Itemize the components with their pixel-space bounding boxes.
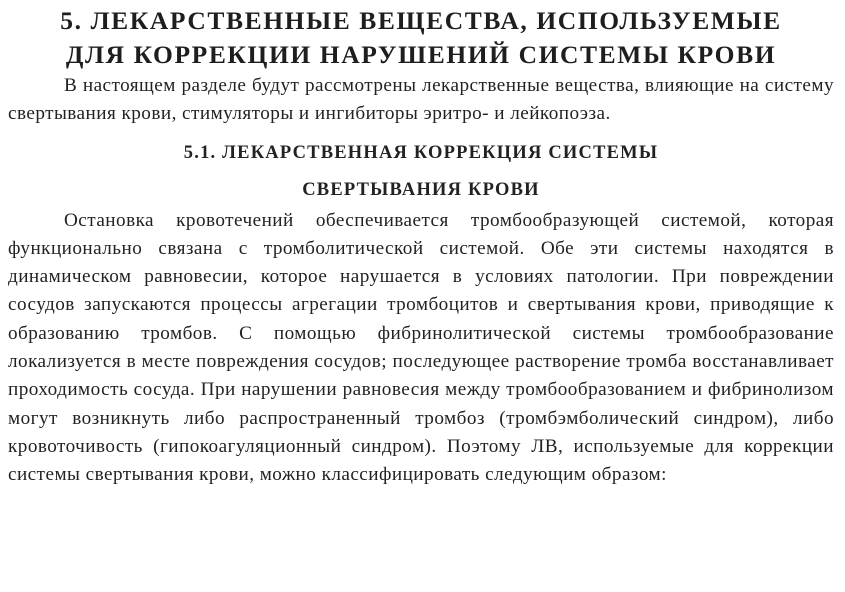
section-title-line-2: СВЕРТЫВАНИЯ КРОВИ — [302, 179, 540, 200]
intro-paragraph: В настоящем разделе будут рассмотрены лекарственные вещества, влияющие на систему свертывания крови, стимуляторы и ингибиторы эритро- и лейкопоэза. — [8, 75, 834, 125]
document-page — [8, 0, 834, 490]
body-paragraph: Остановка кровотечений обеспечивается тромбообразующей системой, которая функционально связана с тромболитической системой. Обе эти системы находятся в динамическом равновесии, которое нарушается в условиях патологии. При повреждении сосудов запускаются процессы агрегации тромбоцитов и свертывания крови, приводящие к образованию тромбов. С помощью фибринолитической системы тромбообразование локализуется в месте повреждения сосудов; последующее растворение тромба восстанавливает проходимость сосуда. При нарушении равновесия между тромбообразованием и фибринолизом могут возникнуть либо распространенный тромбоз (тромбэмболический синдром), либо кровоточивость (гипокоагуляционный синдром). Поэтому ЛВ, используемые для коррекции системы свертывания крови, можно классифицировать следующим образом: — [8, 209, 834, 486]
chapter-title-line-1: 5. ЛЕКАРСТВЕННЫЕ ВЕЩЕСТВА, ИСПОЛЬЗУЕМЫЕ — [60, 6, 782, 35]
section-title — [8, 129, 834, 207]
section-title-line-1: 5.1. ЛЕКАРСТВЕННАЯ КОРРЕКЦИЯ СИСТЕМЫ — [183, 142, 659, 163]
chapter-title — [8, 0, 834, 72]
chapter-title-line-2: ДЛЯ КОРРЕКЦИИ НАРУШЕНИЙ СИСТЕМЫ КРОВИ — [65, 40, 777, 69]
